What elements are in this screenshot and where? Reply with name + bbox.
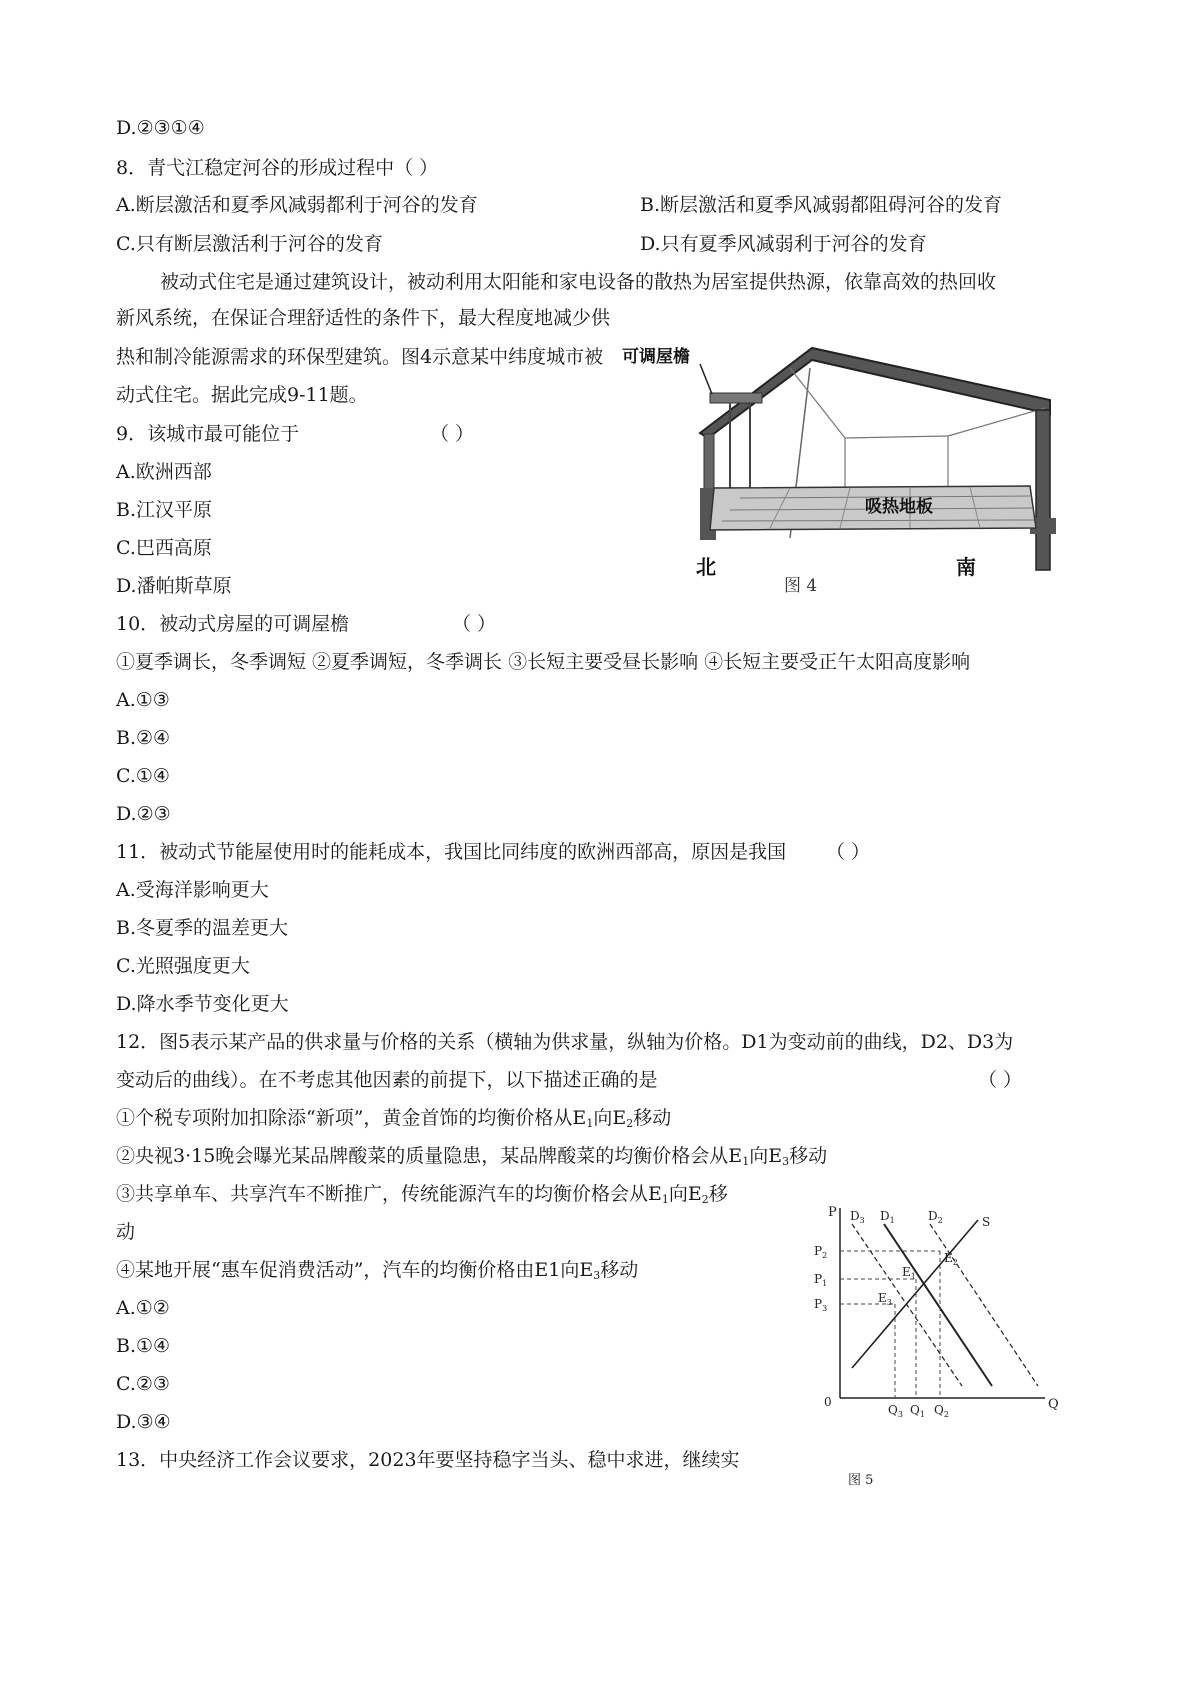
fig5-s-label: S xyxy=(982,1215,991,1229)
q7-option-d: D.②③①④ xyxy=(116,117,205,139)
q9-option-b: B.江汉平原 xyxy=(116,499,213,521)
q12-statement-4: ④某地开展“惠车促消费活动”，汽车的均衡价格由E1向$E_3$移动 xyxy=(116,1259,639,1282)
q8-stem: 8．青弋江稳定河谷的形成过程中（ ） xyxy=(116,157,439,179)
fig5-p2-label: $P_2$ xyxy=(814,1244,828,1260)
q8-option-a: A.断层激活和夏季风减弱都利于河谷的发育 xyxy=(116,194,478,216)
fig5-q2-label: $Q_2$ xyxy=(934,1403,949,1419)
q11-option-b: B.冬夏季的温差更大 xyxy=(116,917,289,939)
eave-shade-icon xyxy=(710,393,762,403)
q12-stem-1: 12．图5表示某产品的供求量与价格的关系（横轴为供求量，纵轴为价格。D1为变动前的曲线，D2、D3为 xyxy=(116,1031,1014,1053)
q8-option-d: D.只有夏季风减弱利于河谷的发育 xyxy=(640,233,927,255)
fig4-floor-label: 吸热地板 xyxy=(865,497,933,517)
q11-stem: 11．被动式节能屋使用时的能耗成本，我国比同纬度的欧洲西部高，原因是我国 xyxy=(116,841,787,863)
fig5-q1-label: $Q_1$ xyxy=(910,1403,925,1419)
fig5-s-curve xyxy=(852,1220,978,1368)
passage-line-4: 动式住宅。据此完成9-11题。 xyxy=(116,384,368,406)
fig5-d2-label: $D_2$ xyxy=(928,1209,943,1225)
q10-option-c: C.①④ xyxy=(116,765,170,787)
fig5-q-label: Q xyxy=(1048,1397,1059,1412)
figure-4 xyxy=(622,338,1060,618)
q11-option-a: A.受海洋影响更大 xyxy=(116,879,269,901)
q10-option-a: A.①③ xyxy=(116,689,170,711)
q12-statement-2: ②央视3·15晚会曝光某品牌酸菜的质量隐患，某品牌酸菜的均衡价格会从$E_1$向$E_3$移动 xyxy=(116,1145,828,1168)
q12-statement-3-tail: 动 xyxy=(116,1221,136,1243)
fig5-d3-label: $D_3$ xyxy=(850,1209,865,1225)
q12-stem-2: 变动后的曲线）。在不考虑其他因素的前提下，以下描述正确的是 xyxy=(116,1069,658,1091)
figure-5 xyxy=(810,1198,1070,1488)
fig5-p3-label: $P_3$ xyxy=(814,1297,828,1313)
fig5-p-label: P xyxy=(828,1205,837,1220)
fig5-origin: 0 xyxy=(824,1395,832,1409)
fig5-d2-curve xyxy=(930,1224,1038,1386)
q9-option-c: C.巴西高原 xyxy=(116,537,212,559)
q11-option-d: D.降水季节变化更大 xyxy=(116,993,289,1015)
q12-blank: （ ） xyxy=(978,1069,1023,1091)
q10-option-d: D.②③ xyxy=(116,803,171,825)
q8-option-b: B.断层激活和夏季风减弱都阻碍河谷的发育 xyxy=(640,194,1003,216)
q13-stem: 13．中央经济工作会议要求，2023年要坚持稳字当头、稳中求进，继续实 xyxy=(116,1449,740,1471)
q8-option-c: C.只有断层激活利于河谷的发育 xyxy=(116,233,383,255)
q10-stem: 10．被动式房屋的可调屋檐 xyxy=(116,613,350,635)
q9-blank: （ ） xyxy=(430,423,475,445)
fig5-q3-label: $Q_3$ xyxy=(888,1403,903,1419)
q11-blank: （ ） xyxy=(826,841,871,863)
q10-statements: ①夏季调长，冬季调短 ②夏季调短，冬季调长 ③长短主要受昼长影响 ④长短主要受正午太阳高度影响 xyxy=(116,651,971,673)
fig4-caption: 图 4 xyxy=(784,576,818,596)
q9-option-d: D.潘帕斯草原 xyxy=(116,575,232,597)
fig5-p1-label: $P_1$ xyxy=(814,1272,828,1288)
fig5-d1-label: $D_1$ xyxy=(880,1209,895,1225)
passage-line-3: 热和制冷能源需求的环保型建筑。图4示意某中纬度城市被 xyxy=(116,346,604,368)
q10-blank: （ ） xyxy=(452,613,497,635)
q11-option-c: C.光照强度更大 xyxy=(116,955,250,977)
q12-option-a: A.①② xyxy=(116,1297,170,1319)
q12-statement-1: ①个税专项附加扣除添“新项”，黄金首饰的均衡价格从$E_1$向$E_2$移动 xyxy=(116,1107,672,1130)
q9-option-a: A.欧洲西部 xyxy=(116,461,212,483)
fig4-south-label: 南 xyxy=(956,555,976,579)
q12-statement-3: ③共享单车、共享汽车不断推广，传统能源汽车的均衡价格会从$E_1$向$E_2$移 xyxy=(116,1183,728,1206)
fig5-e3-label: $E_3$ xyxy=(878,1291,892,1307)
fig5-d1-curve xyxy=(884,1224,992,1386)
fig4-eave-label: 可调屋檐 xyxy=(622,347,690,367)
q9-stem: 9．该城市最可能位于 xyxy=(116,423,300,445)
fig5-e2-label: $E_2$ xyxy=(944,1251,958,1267)
fig5-caption: 图 5 xyxy=(848,1473,874,1488)
q12-option-c: C.②③ xyxy=(116,1373,170,1395)
fig5-e1-label: $E_1$ xyxy=(902,1265,916,1281)
q12-option-d: D.③④ xyxy=(116,1411,171,1433)
q10-option-b: B.②④ xyxy=(116,727,171,749)
fig4-north-label: 北 xyxy=(696,555,716,579)
q12-option-b: B.①④ xyxy=(116,1335,171,1357)
passage-line-2: 新风系统，在保证合理舒适性的条件下，最大程度地减少供 xyxy=(116,307,611,329)
passage-line-1: 被动式住宅是通过建筑设计，被动利用太阳能和家电设备的散热为居室提供热源，依靠高效的热回收 xyxy=(160,271,997,293)
